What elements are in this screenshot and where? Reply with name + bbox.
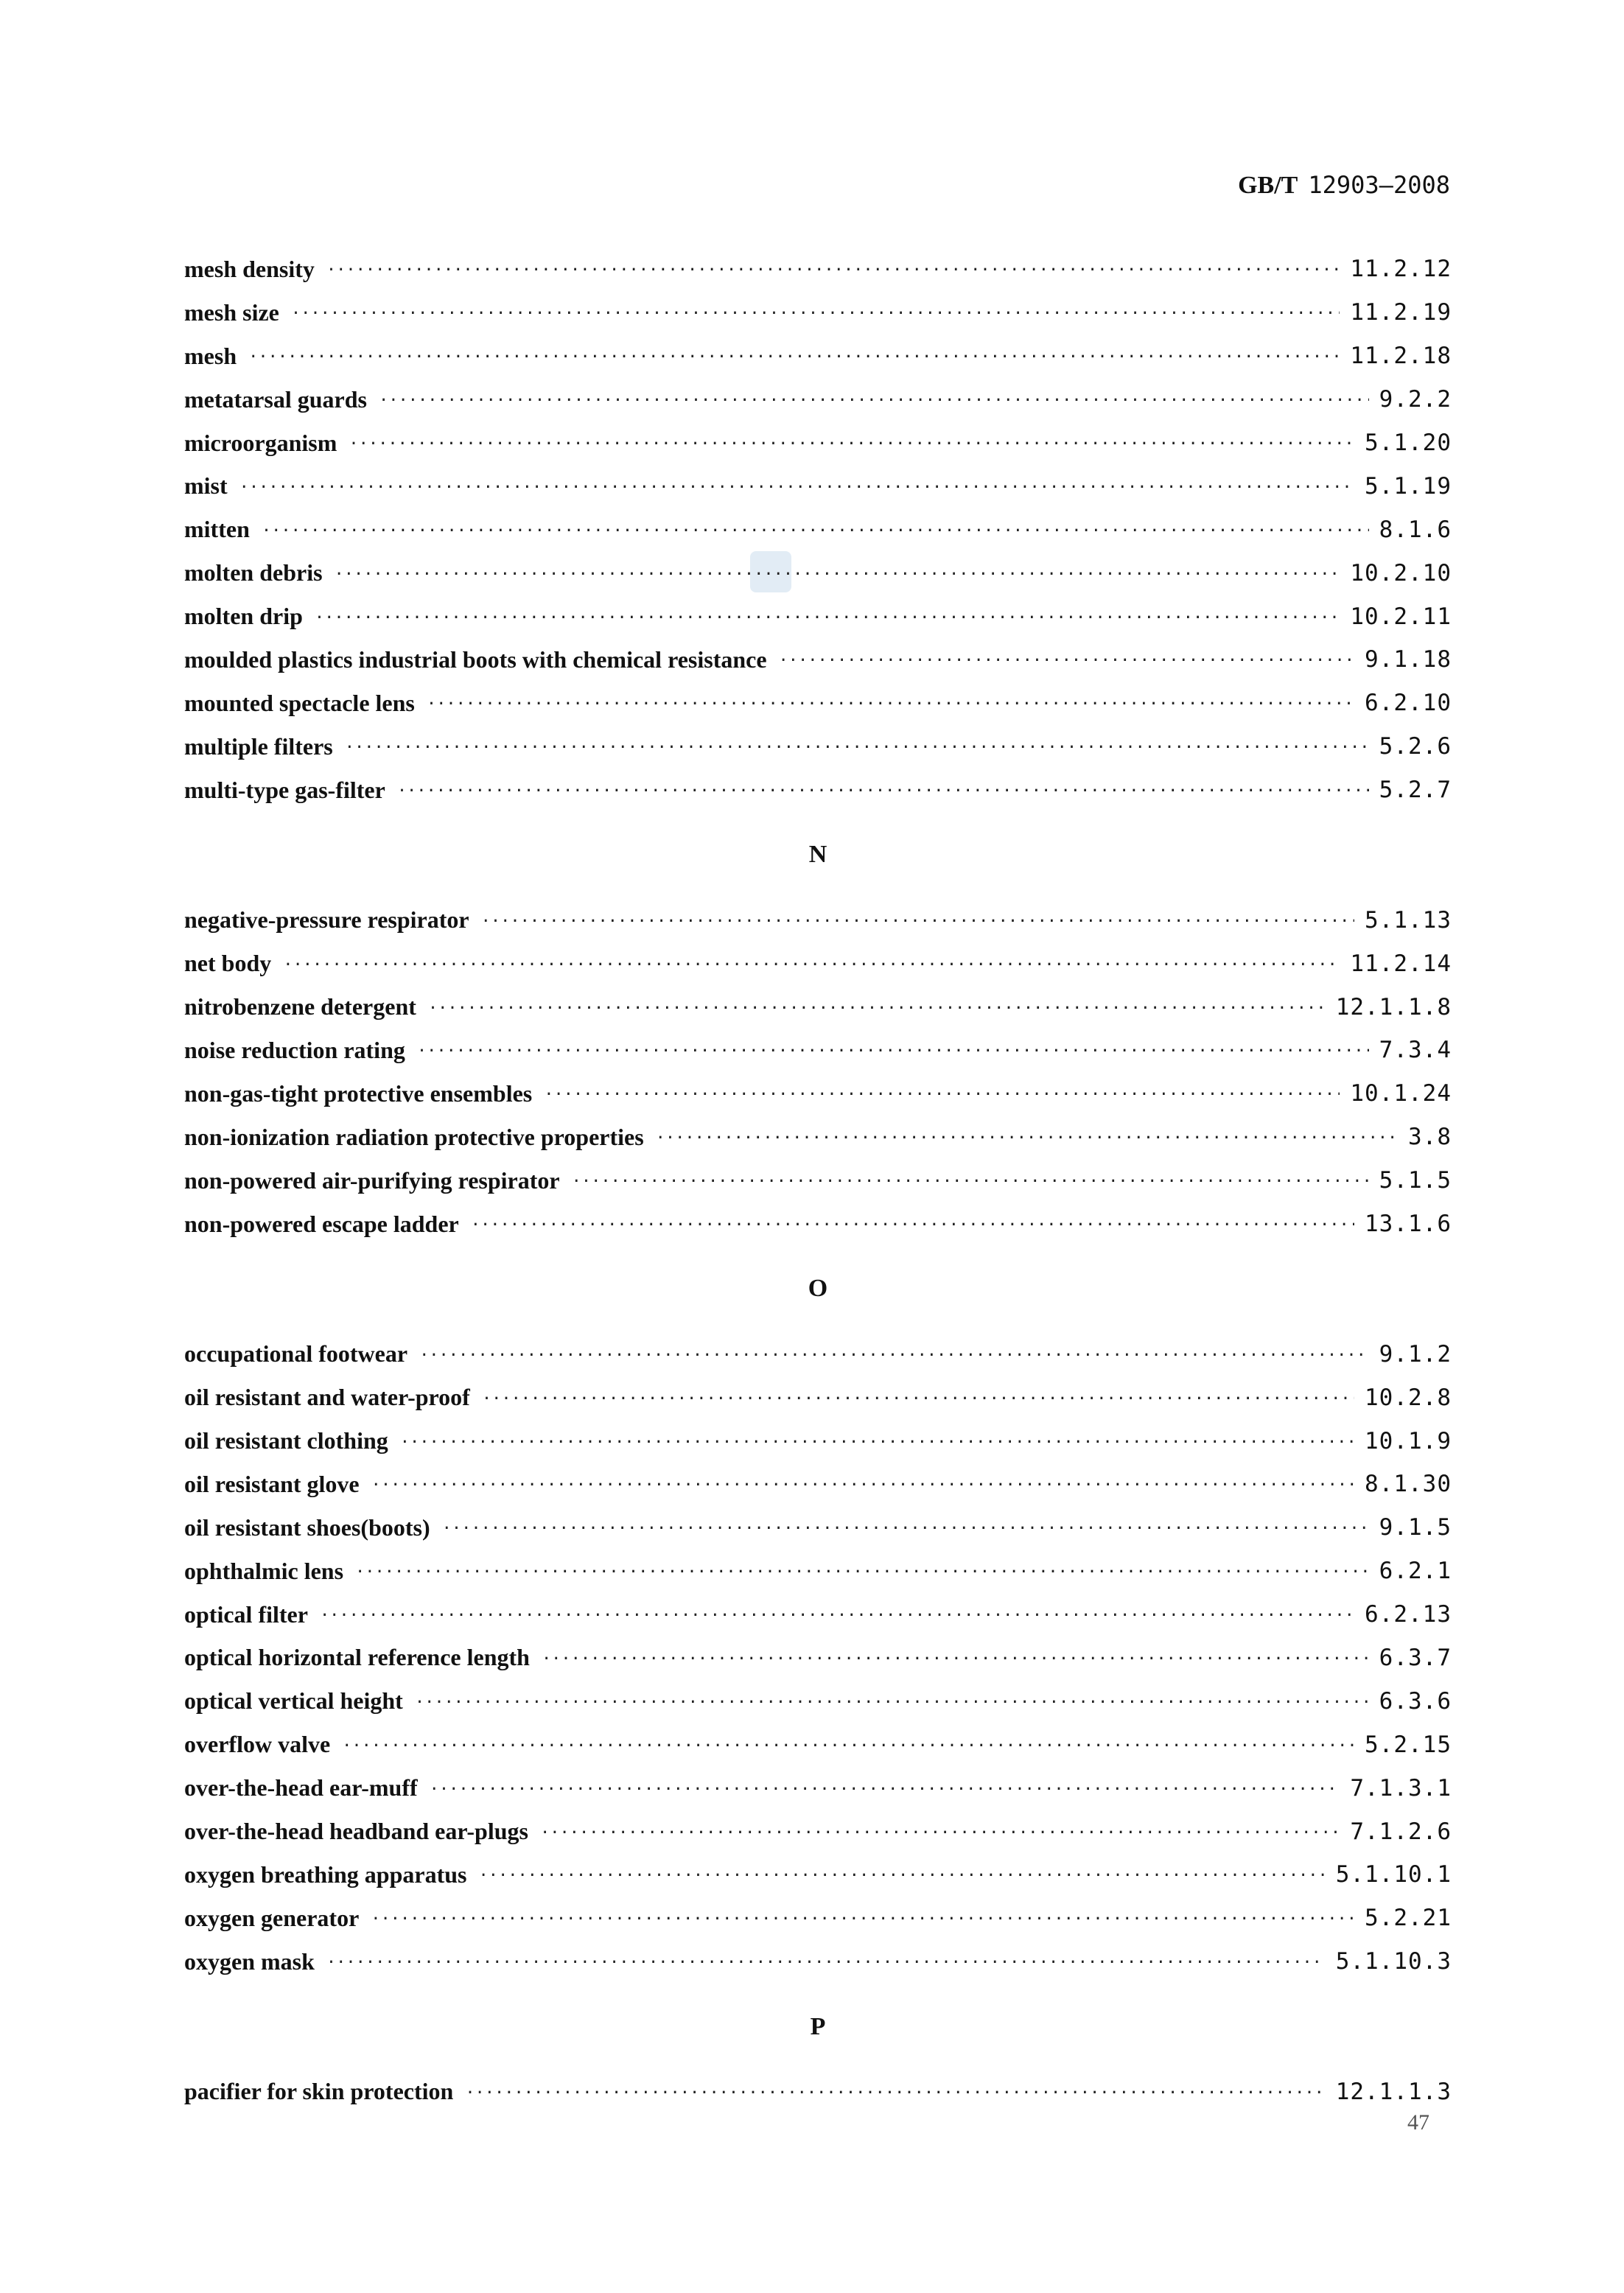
clause-reference: 9.2.2	[1379, 386, 1452, 413]
index-entry	[184, 1679, 1452, 1723]
index-term: oxygen breathing apparatus	[184, 1860, 467, 1888]
index-term: over-the-head ear-muff	[184, 1774, 418, 1802]
dot-leader	[400, 1435, 1354, 1451]
dot-leader	[465, 2085, 1325, 2101]
index-term: mesh size	[184, 298, 279, 326]
dot-leader	[478, 1868, 1325, 1884]
index-entry	[184, 1636, 1452, 1680]
dot-leader	[345, 740, 1369, 756]
dot-leader	[542, 1651, 1369, 1667]
index-term: mesh	[184, 342, 237, 369]
index-entry	[184, 1202, 1452, 1246]
index-entry	[184, 1376, 1452, 1419]
clause-reference: 7.3.4	[1379, 1037, 1452, 1064]
index-term: negative-pressure respirator	[184, 906, 469, 934]
index-term: molten debris	[184, 559, 323, 587]
index-term: oil resistant and water-proof	[184, 1384, 470, 1411]
index-term: oxygen mask	[184, 1947, 315, 1975]
dot-leader	[397, 783, 1369, 799]
dot-leader	[482, 1391, 1354, 1407]
clause-reference: 12.1.1.3	[1335, 2078, 1452, 2105]
dot-leader	[320, 1608, 1354, 1624]
index-term: over-the-head headband ear-plugs	[184, 1818, 528, 1845]
index-term: moulded plastics industrial boots with chemical resistance	[184, 645, 767, 673]
index-entry	[184, 1766, 1452, 1810]
clause-reference: 6.3.6	[1379, 1687, 1452, 1715]
dot-leader	[779, 653, 1354, 669]
clause-reference: 5.1.19	[1365, 472, 1452, 500]
clause-reference: 8.1.6	[1379, 516, 1452, 543]
clause-reference: 11.2.12	[1350, 256, 1452, 283]
dot-leader	[419, 1348, 1369, 1364]
standard-code: GB/T	[1238, 172, 1298, 199]
index-term: pacifier for skin protection	[184, 2078, 454, 2105]
clause-reference: 5.1.10.1	[1335, 1861, 1452, 1888]
index-entry	[184, 378, 1452, 421]
clause-reference: 11.2.18	[1350, 343, 1452, 370]
index-entry	[184, 464, 1452, 508]
index-term: mitten	[184, 516, 250, 543]
clause-reference: 7.1.3.1	[1350, 1774, 1452, 1802]
clause-reference: 5.2.21	[1365, 1905, 1452, 1932]
clause-reference: 10.2.11	[1350, 603, 1452, 630]
index-term: mist	[184, 472, 228, 500]
clause-reference: 10.2.8	[1365, 1384, 1452, 1411]
index-entry	[184, 725, 1452, 769]
clause-reference: 11.2.19	[1350, 299, 1452, 326]
index-list	[184, 248, 1452, 2113]
index-entry	[184, 638, 1452, 682]
index-entry	[184, 1072, 1452, 1116]
index-term: oil resistant clothing	[184, 1427, 388, 1454]
page-number: 47	[1407, 2110, 1429, 2135]
clause-reference: 8.1.30	[1365, 1471, 1452, 1498]
index-entry	[184, 1419, 1452, 1463]
index-entry	[184, 291, 1452, 335]
clause-reference: 6.2.10	[1365, 690, 1452, 717]
dot-leader	[471, 1217, 1354, 1233]
index-entry	[184, 1116, 1452, 1159]
clause-reference: 10.1.9	[1365, 1427, 1452, 1454]
index-entry	[184, 508, 1452, 551]
clause-reference: 13.1.6	[1365, 1211, 1452, 1238]
index-term: molten drip	[184, 603, 303, 630]
dot-leader	[428, 1001, 1326, 1017]
index-entry	[184, 682, 1452, 725]
dot-leader	[415, 1695, 1369, 1711]
dot-leader	[291, 306, 1340, 322]
index-entry	[184, 2070, 1452, 2113]
clause-reference: 7.1.2.6	[1350, 1818, 1452, 1845]
clause-reference: 5.2.7	[1379, 777, 1452, 804]
dot-leader	[248, 349, 1340, 365]
dot-leader	[430, 1782, 1340, 1798]
clause-reference: 6.2.1	[1379, 1558, 1452, 1585]
clause-reference: 5.1.13	[1365, 906, 1452, 934]
dot-leader	[540, 1825, 1340, 1841]
dot-leader	[427, 696, 1354, 713]
dot-leader	[283, 957, 1340, 973]
dot-leader	[335, 567, 1340, 583]
index-term: non-powered air-purifying respirator	[184, 1166, 560, 1194]
index-entry	[184, 1723, 1452, 1766]
index-term: oil resistant glove	[184, 1470, 360, 1497]
dot-leader	[417, 1043, 1369, 1060]
section-letter-n: N	[808, 841, 827, 869]
index-entry	[184, 1463, 1452, 1506]
index-term: non-ionization radiation protective properties	[184, 1123, 644, 1150]
clause-reference: 5.1.5	[1379, 1167, 1452, 1194]
index-entry	[184, 421, 1452, 465]
index-entry	[184, 1593, 1452, 1636]
index-term: mounted spectacle lens	[184, 689, 415, 716]
index-entry	[184, 551, 1452, 595]
index-term: noise reduction rating	[184, 1036, 405, 1063]
dot-leader	[442, 1521, 1369, 1537]
clause-reference: 6.2.13	[1365, 1601, 1452, 1628]
index-term: non-powered escape ladder	[184, 1210, 459, 1237]
dot-leader	[239, 480, 1354, 496]
dot-leader	[544, 1087, 1340, 1103]
index-term: oxygen generator	[184, 1904, 360, 1931]
index-term: oil resistant shoes(boots)	[184, 1513, 430, 1541]
index-term: metatarsal guards	[184, 385, 367, 413]
clause-reference: 9.1.2	[1379, 1340, 1452, 1368]
index-entry	[184, 1159, 1452, 1202]
index-entry	[184, 898, 1452, 942]
clause-reference: 5.2.15	[1365, 1731, 1452, 1758]
index-term: mesh density	[184, 255, 315, 282]
index-entry	[184, 1029, 1452, 1072]
clause-reference: 6.3.7	[1379, 1644, 1452, 1671]
index-entry	[184, 335, 1452, 378]
index-entry	[184, 595, 1452, 638]
index-entry	[184, 1550, 1452, 1593]
index-entry	[184, 942, 1452, 985]
clause-reference: 12.1.1.8	[1335, 993, 1452, 1021]
running-header	[1238, 171, 1450, 200]
clause-reference: 5.1.10.3	[1335, 1948, 1452, 1975]
clause-reference: 10.1.24	[1350, 1080, 1452, 1107]
index-term: occupational footwear	[184, 1340, 408, 1368]
dot-leader	[315, 610, 1340, 626]
index-entry	[184, 1332, 1452, 1376]
dot-leader	[326, 1955, 1326, 1971]
dot-leader	[371, 1911, 1354, 1928]
clause-reference: 9.1.5	[1379, 1514, 1452, 1541]
index-term: optical horizontal reference length	[184, 1644, 530, 1671]
index-term: ophthalmic lens	[184, 1557, 344, 1584]
index-entry	[184, 1506, 1452, 1550]
standard-number: 12903—2008	[1308, 171, 1450, 199]
index-entry	[184, 1853, 1452, 1897]
index-entry	[184, 1810, 1452, 1853]
dot-leader	[379, 393, 1369, 409]
index-entry	[184, 1940, 1452, 1984]
index-term: multi-type gas-filter	[184, 776, 385, 803]
index-term: net body	[184, 950, 272, 977]
index-term: multiple filters	[184, 732, 333, 760]
dot-leader	[326, 262, 1340, 279]
section-letter-o: O	[808, 1275, 828, 1303]
index-entry	[184, 248, 1452, 291]
index-entry	[184, 769, 1452, 812]
clause-reference: 5.1.20	[1365, 430, 1452, 456]
clause-reference: 10.2.10	[1350, 559, 1452, 587]
index-term: microorganism	[184, 429, 337, 456]
dot-leader	[355, 1564, 1369, 1580]
dot-leader	[342, 1738, 1354, 1754]
index-term: optical vertical height	[184, 1687, 403, 1715]
index-term: optical filter	[184, 1600, 308, 1628]
clause-reference: 9.1.18	[1365, 646, 1452, 673]
clause-reference: 11.2.14	[1350, 950, 1452, 977]
dot-leader	[371, 1477, 1354, 1494]
dot-leader	[262, 523, 1369, 539]
index-entry	[184, 985, 1452, 1029]
dot-leader	[481, 914, 1354, 930]
index-term: nitrobenzene detergent	[184, 993, 416, 1021]
dot-leader	[572, 1174, 1369, 1190]
dot-leader	[656, 1130, 1398, 1146]
clause-reference: 5.2.6	[1379, 733, 1452, 760]
index-term: non-gas-tight protective ensembles	[184, 1079, 533, 1107]
index-entry	[184, 1897, 1452, 1940]
clause-reference: 3.8	[1408, 1124, 1452, 1151]
index-term: overflow valve	[184, 1731, 331, 1758]
section-letter-p: P	[810, 2012, 826, 2040]
dot-leader	[349, 436, 1354, 452]
